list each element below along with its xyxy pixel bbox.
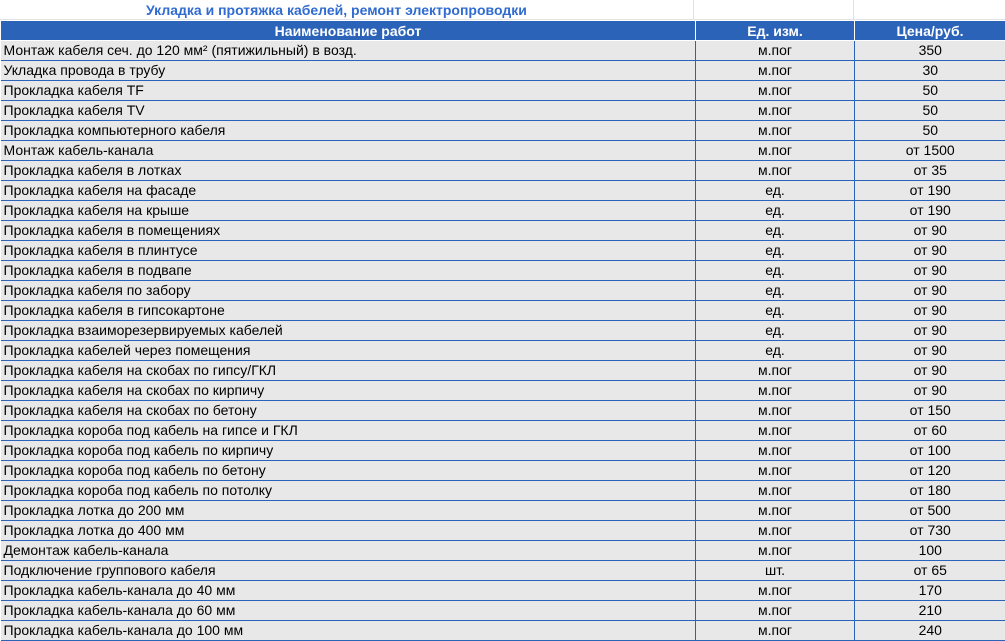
cell-unit[interactable]: м.пог	[696, 401, 855, 421]
table-row	[1, 201, 1005, 221]
cell-price[interactable]: от 1500	[855, 141, 1005, 161]
cell-name[interactable]: Прокладка кабеля в гипсокартоне	[1, 301, 696, 321]
cell-price[interactable]: от 180	[855, 481, 1005, 501]
table-row	[1, 541, 1005, 561]
table-row	[1, 61, 1005, 81]
cell-price[interactable]: от 190	[855, 201, 1005, 221]
table-row	[1, 381, 1005, 401]
cell-price[interactable]: 50	[855, 101, 1005, 121]
cell-price[interactable]: 50	[855, 121, 1005, 141]
cell-name[interactable]: Прокладка кабеля на скобах по кирпичу	[1, 381, 696, 401]
cell-unit[interactable]: м.пог	[696, 461, 855, 481]
cell-name[interactable]: Прокладка кабеля на скобах по бетону	[1, 401, 696, 421]
cell-unit[interactable]: м.пог	[696, 141, 855, 161]
cell-price[interactable]: от 90	[855, 221, 1005, 241]
cell-unit[interactable]: м.пог	[696, 381, 855, 401]
cell-name[interactable]: Прокладка кабель-канала до 100 мм	[1, 621, 696, 641]
cell-price[interactable]: от 90	[855, 261, 1005, 281]
empty-cell[interactable]	[854, 0, 1005, 20]
cell-unit[interactable]: ед.	[696, 221, 855, 241]
cell-unit[interactable]: м.пог	[696, 621, 855, 641]
cell-name[interactable]: Прокладка взаиморезервируемых кабелей	[1, 321, 696, 341]
cell-name[interactable]: Прокладка кабеля в помещениях	[1, 221, 696, 241]
table-row	[1, 121, 1005, 141]
cell-price[interactable]: от 120	[855, 461, 1005, 481]
cell-price[interactable]: от 90	[855, 341, 1005, 361]
table-row	[1, 261, 1005, 281]
table-row	[1, 621, 1005, 641]
cell-name[interactable]: Прокладка кабеля в плинтусе	[1, 241, 696, 261]
table-row	[1, 321, 1005, 341]
cell-price[interactable]: 350	[855, 41, 1005, 61]
cell-name[interactable]: Прокладка короба под кабель по потолку	[1, 481, 696, 501]
cell-unit[interactable]: м.пог	[696, 501, 855, 521]
cell-unit[interactable]: м.пог	[696, 421, 855, 441]
cell-name[interactable]: Прокладка кабеля TF	[1, 81, 696, 101]
cell-name[interactable]: Прокладка короба под кабель по бетону	[1, 461, 696, 481]
table-row	[1, 101, 1005, 121]
cell-unit[interactable]: м.пог	[696, 481, 855, 501]
table-row	[1, 561, 1005, 581]
cell-unit[interactable]: м.пог	[696, 101, 855, 121]
table-row	[1, 461, 1005, 481]
cell-unit[interactable]: м.пог	[696, 161, 855, 181]
empty-cell[interactable]	[694, 0, 854, 20]
cell-unit[interactable]: ед.	[696, 201, 855, 221]
cell-unit[interactable]: м.пог	[696, 601, 855, 621]
table-row	[1, 341, 1005, 361]
cell-name[interactable]: Прокладка лотка до 200 мм	[1, 501, 696, 521]
cell-price[interactable]: от 90	[855, 321, 1005, 341]
cell-price[interactable]: от 190	[855, 181, 1005, 201]
cell-unit[interactable]: м.пог	[696, 441, 855, 461]
cell-unit[interactable]: ед.	[696, 341, 855, 361]
cell-price[interactable]: от 90	[855, 301, 1005, 321]
cell-name[interactable]: Прокладка кабель-канала до 40 мм	[1, 581, 696, 601]
cell-price[interactable]: 100	[855, 541, 1005, 561]
cell-price[interactable]: от 90	[855, 281, 1005, 301]
title-row	[0, 0, 1005, 20]
cell-unit[interactable]: ед.	[696, 241, 855, 261]
header-row	[1, 21, 1005, 41]
table-row	[1, 141, 1005, 161]
cell-name[interactable]: Прокладка кабеля в лотках	[1, 161, 696, 181]
cell-unit[interactable]: ед.	[696, 261, 855, 281]
cell-price[interactable]: от 60	[855, 421, 1005, 441]
cell-name[interactable]: Прокладка кабелей через помещения	[1, 341, 696, 361]
cell-unit[interactable]: м.пог	[696, 581, 855, 601]
header-price[interactable]: Цена/руб.	[855, 21, 1005, 41]
cell-unit[interactable]: м.пог	[696, 541, 855, 561]
table-row	[1, 181, 1005, 201]
table-row	[1, 601, 1005, 621]
cell-unit[interactable]: м.пог	[696, 121, 855, 141]
table-row	[1, 441, 1005, 461]
cell-price[interactable]: от 100	[855, 441, 1005, 461]
cell-price[interactable]: 30	[855, 61, 1005, 81]
table-row	[1, 521, 1005, 541]
sheet-title: Укладка и протяжка кабелей, ремонт электропроводки	[146, 2, 527, 18]
cell-name[interactable]: Прокладка лотка до 400 мм	[1, 521, 696, 541]
table-row	[1, 361, 1005, 381]
table-row	[1, 41, 1005, 61]
cell-unit[interactable]: ед.	[696, 321, 855, 341]
cell-price[interactable]: от 65	[855, 561, 1005, 581]
table-row	[1, 581, 1005, 601]
cell-name[interactable]: Монтаж кабель-канала	[1, 141, 696, 161]
cell-unit[interactable]: шт.	[696, 561, 855, 581]
table-row	[1, 501, 1005, 521]
cell-unit[interactable]: м.пог	[696, 521, 855, 541]
cell-name[interactable]: Прокладка короба под кабель на гипсе и ГКЛ	[1, 421, 696, 441]
cell-price[interactable]: от 90	[855, 361, 1005, 381]
cell-name[interactable]: Подключение группового кабеля	[1, 561, 696, 581]
cell-name[interactable]: Прокладка кабеля по забору	[1, 281, 696, 301]
cell-unit[interactable]: ед.	[696, 301, 855, 321]
cell-price[interactable]: от 90	[855, 241, 1005, 261]
cell-price[interactable]: 240	[855, 621, 1005, 641]
table-row	[1, 301, 1005, 321]
table-row	[1, 481, 1005, 501]
cell-price[interactable]: от 730	[855, 521, 1005, 541]
cell-price[interactable]: от 90	[855, 381, 1005, 401]
table-row	[1, 241, 1005, 261]
header-unit[interactable]: Ед. изм.	[696, 21, 855, 41]
cell-name[interactable]: Укладка провода в трубу	[1, 61, 696, 81]
cell-unit[interactable]: м.пог	[696, 361, 855, 381]
cell-price[interactable]: 210	[855, 601, 1005, 621]
price-table	[0, 20, 1005, 641]
cell-price[interactable]: от 500	[855, 501, 1005, 521]
cell-unit[interactable]: м.пог	[696, 41, 855, 61]
table-row	[1, 161, 1005, 181]
cell-price[interactable]: 50	[855, 81, 1005, 101]
table-row	[1, 281, 1005, 301]
cell-name[interactable]: Монтаж кабеля сеч. до 120 мм² (пятижильный) в возд.	[1, 41, 696, 61]
cell-name[interactable]: Прокладка кабеля в подвапе	[1, 261, 696, 281]
cell-price[interactable]: 170	[855, 581, 1005, 601]
title-cell[interactable]	[0, 0, 694, 20]
cell-name[interactable]: Прокладка компьютерного кабеля	[1, 121, 696, 141]
table-row	[1, 421, 1005, 441]
cell-unit[interactable]: м.пог	[696, 81, 855, 101]
cell-unit[interactable]: ед.	[696, 181, 855, 201]
cell-price[interactable]: от 150	[855, 401, 1005, 421]
cell-name[interactable]: Прокладка кабель-канала до 60 мм	[1, 601, 696, 621]
cell-name[interactable]: Прокладка кабеля на фасаде	[1, 181, 696, 201]
header-name[interactable]: Наименование работ	[1, 21, 696, 41]
cell-name[interactable]: Прокладка кабеля на скобах по гипсу/ГКЛ	[1, 361, 696, 381]
table-row	[1, 221, 1005, 241]
table-row	[1, 401, 1005, 421]
cell-unit[interactable]: ед.	[696, 281, 855, 301]
cell-name[interactable]: Прокладка короба под кабель по кирпичу	[1, 441, 696, 461]
table-row	[1, 81, 1005, 101]
cell-price[interactable]: от 35	[855, 161, 1005, 181]
cell-name[interactable]: Прокладка кабеля TV	[1, 101, 696, 121]
cell-name[interactable]: Прокладка кабеля на крыше	[1, 201, 696, 221]
cell-name[interactable]: Демонтаж кабель-канала	[1, 541, 696, 561]
cell-unit[interactable]: м.пог	[696, 61, 855, 81]
